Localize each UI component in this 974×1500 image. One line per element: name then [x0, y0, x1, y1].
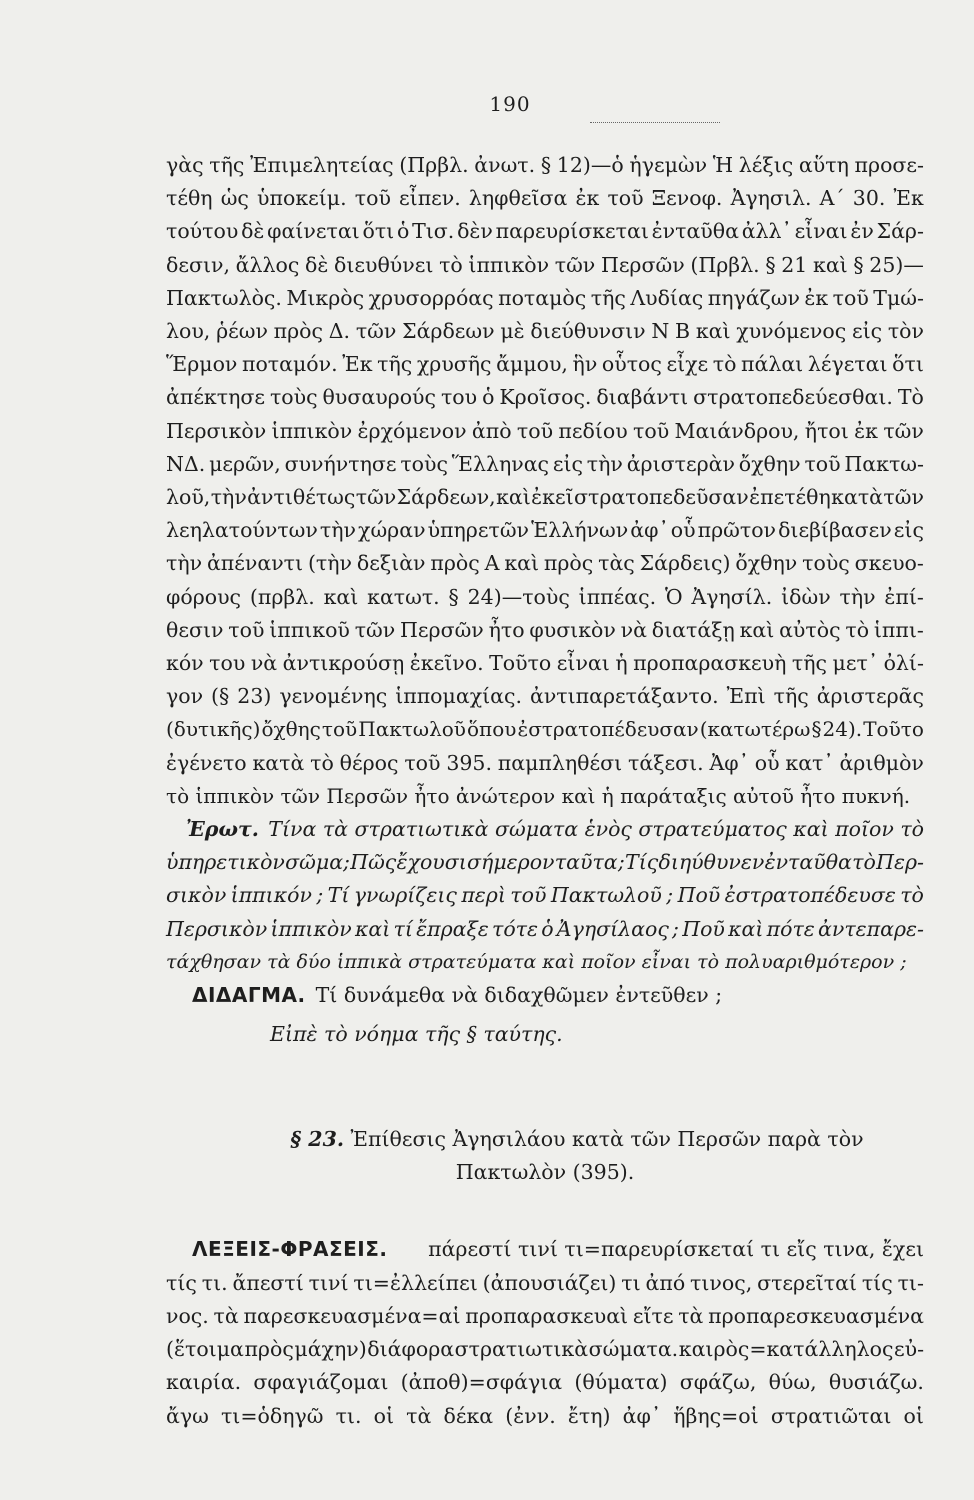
text-line: κόν του νὰ ἀντικρούσῃ ἐκεῖνο. Τοῦτο εἶναι ἡ προπαρασκευὴ τῆς μετ᾽ ὀλί- [166, 651, 924, 676]
text-line: Περσικὸν ἱππικὸν ἐρχόμενον ἀπὸ τοῦ πεδίου τοῦ Μαιάνδρου, ἤτοι ἐκ τῶν [166, 418, 924, 443]
vocabulary-line: ἄγω τι=ὁδηγῶ τι. οἱ τὰ δέκα (ἐνν. ἔτη) ἀφ᾽ ἥβης=οἱ στρατιῶται οἱ [166, 1403, 924, 1428]
vocabulary-line: τίς τι. ἄπεστί τινί τι=ἐλλείπει (ἀπουσιάζει) τι ἀπό τινος, στερεῖταί τίς τι- [166, 1270, 924, 1295]
text-line: τὴν ἀπέναντι (τὴν δεξιὰν πρὸς Α καὶ πρὸς τὰς Σάρδεις) ὄχθην τοὺς σκευο- [166, 551, 924, 576]
didagma-text: Τί δυνάμεθα νὰ διδαχθῶμεν ἐντεῦθεν ; [315, 983, 723, 1008]
text-line: Ἕρμον ποταμόν. Ἐκ τῆς χρυσῆς ἄμμου, ἣν οὗτος εἶχε τὸ πάλαι λέγεται ὅτι [166, 352, 924, 377]
text-line: Πακτωλὸς. Μικρὸς χρυσορρόας ποταμὸς τῆς Λυδίας πηγάζων ἐκ τοῦ Τμώ- [166, 285, 924, 310]
text-line: τέθη ὡς ὑποκείμ. τοῦ εἶπεν. ληφθεῖσα ἐκ τοῦ Ξενοφ. Ἀγησιλ. Α΄ 30. Ἐκ [166, 186, 924, 211]
vocabulary-line: καιρία. σφαγιάζομαι (ἀποθ)=σφάγια (θύματα) σφάζω, θύω, θυσιάζω. [166, 1370, 924, 1395]
text-line: ΝΔ. μερῶν, συνήντησε τοὺς Ἕλληνας εἰς τὴν ἀριστερὰν ὄχθην τοῦ Πακτω- [166, 451, 924, 476]
vocabulary-first-line [166, 1233, 924, 1266]
questions-first-line [166, 813, 924, 846]
vocabulary-line: (ἕτοιμα πρὸς μάχην) διάφορα στρατιωτικὰ σώματα. καιρὸς=κατάλληλος εὐ- [166, 1337, 924, 1362]
commentary-body [166, 149, 924, 1051]
vocabulary-block [166, 1233, 924, 1432]
text-line: τὸ ἱππικὸν τῶν Περσῶν ἦτο ἀνώτερον καὶ ἡ παράταξις αὐτοῦ ἦτο πυκνή. [166, 783, 911, 808]
didagma-label: ΔΙΔΑΓΜΑ. [192, 983, 306, 1008]
text-line: γον (§ 23) γενομένης ἱππομαχίας. ἀντιπαρετάξαντο. Ἐπὶ τῆς ἀριστερᾶς [166, 684, 924, 709]
text-line: ἀπέκτησε τοὺς θυσαυρούς του ὁ Κροῖσος. διαβάντι στρατοπεδεύεσθαι. Τὸ [166, 385, 924, 410]
question-line: τάχθησαν τὰ δύο ἱππικὰ στρατεύματα καὶ ποῖον εἶναι τὸ πολυαριθμότερον ; [166, 950, 907, 973]
didagma-hint: Εἰπὲ τὸ νόημα τῆς § ταύτης. [270, 1022, 563, 1047]
text-line: φόρους (πρβλ. καὶ κατωτ. § 24)—τοὺς ἱππέας. Ὁ Ἀγησίλ. ἰδὼν τὴν ἐπί- [166, 584, 924, 609]
vocabulary-line: νος. τὰ παρεσκευασμένα=αἱ προπαρασκευαὶ εἴτε τὰ προπαρεσκευασμένα [166, 1303, 924, 1328]
didagma [166, 979, 924, 1012]
text-line: λοῦ, τὴν ἀντιθέτως τῶν Σάρδεων, καὶ ἐκεῖ στρατοπεδεῦσαν ἐπετέθη κατὰ τῶν [166, 485, 924, 510]
text-line: θεσιν τοῦ ἱππικοῦ τῶν Περσῶν ἦτο φυσικὸν νὰ διατάξῃ καὶ αὐτὸς τὸ ἱππι- [166, 617, 924, 642]
section-number: § 23. [290, 1127, 344, 1152]
section-title-line2: Πακτωλὸν (395). [455, 1160, 635, 1185]
question-text: Τίνα τὰ στρατιωτικὰ σώματα ἑνὸς στρατεύματος καὶ ποῖον τὸ [268, 817, 924, 842]
text-line: λεηλατούντων τὴν χώραν ὑπηρετῶν Ἑλλήνων ἀφ᾽ οὗ πρῶτον διεβίβασεν εἰς [166, 518, 924, 543]
question-line: ὑπηρετικὸν σῶμα; Πῶς ἔχουσι σήμερον ταῦτα ; Τίς διηύθυνεν ἐνταῦθα τὸ Περ- [166, 850, 924, 875]
vocabulary-label: ΛΕΞΕΙΣ-ΦΡΑΣΕΙΣ. [192, 1237, 388, 1262]
section-title-line1: Ἐπίθεσις Ἀγησιλάου κατὰ τῶν Περσῶν παρὰ τὸν [350, 1127, 864, 1152]
text-line: γὰς τῆς Ἐπιμελητείας (Πρβλ. ἀνωτ. § 12)—ὁ ἡγεμὼν Ἡ λέξις αὕτη προσε- [166, 153, 924, 177]
page-number: 190 [489, 92, 531, 116]
text-line: (δυτικῆς) ὄχθης τοῦ Πακτωλοῦ ὅπου ἐστρατοπέδευσαν (κατωτέρω § 24). Τοῦτο [166, 717, 924, 742]
section-heading [166, 1123, 924, 1189]
question-line: Περσικὸν ἱππικὸν καὶ τί ἔπραξε τότε ὁ Ἀγησίλαος ; Ποῦ καὶ πότε ἀντεπαρε- [166, 916, 924, 941]
page-number-rule [590, 122, 720, 123]
question-line: σικὸν ἱππικόν ; Τί γνωρίζεις περὶ τοῦ Πακτωλοῦ ; Ποῦ ἐστρατοπέδευσε τὸ [166, 883, 924, 908]
questions-label: Ἐρωτ. [186, 817, 259, 842]
text-line: ἐγένετο κατὰ τὸ θέρος τοῦ 395. παμπληθέσι τάξεσι. Ἀφ᾽ οὗ κατ᾽ ἀριθμὸν [166, 750, 924, 775]
text-line: δεσιν, ἄλλος δὲ διευθύνει τὸ ἱππικὸν τῶν Περσῶν (Πρβλ. § 21 καὶ § 25)— [166, 252, 924, 277]
vocabulary-text: πάρεστί τινί τι=παρευρίσκεταί τι εἴς τινα, ἔχει [428, 1237, 924, 1262]
text-line: λου, ῥέων πρὸς Δ. τῶν Σάρδεων μὲ διεύθυνσιν Ν Β καὶ χυνόμενος εἰς τὸν [166, 319, 924, 344]
text-line: τούτου δὲ φαίνεται ὅτι ὁ Τισ. δὲν παρευρίσκεται ἐνταῦθα ἀλλ᾽ εἶναι ἐν Σάρ- [166, 219, 924, 244]
